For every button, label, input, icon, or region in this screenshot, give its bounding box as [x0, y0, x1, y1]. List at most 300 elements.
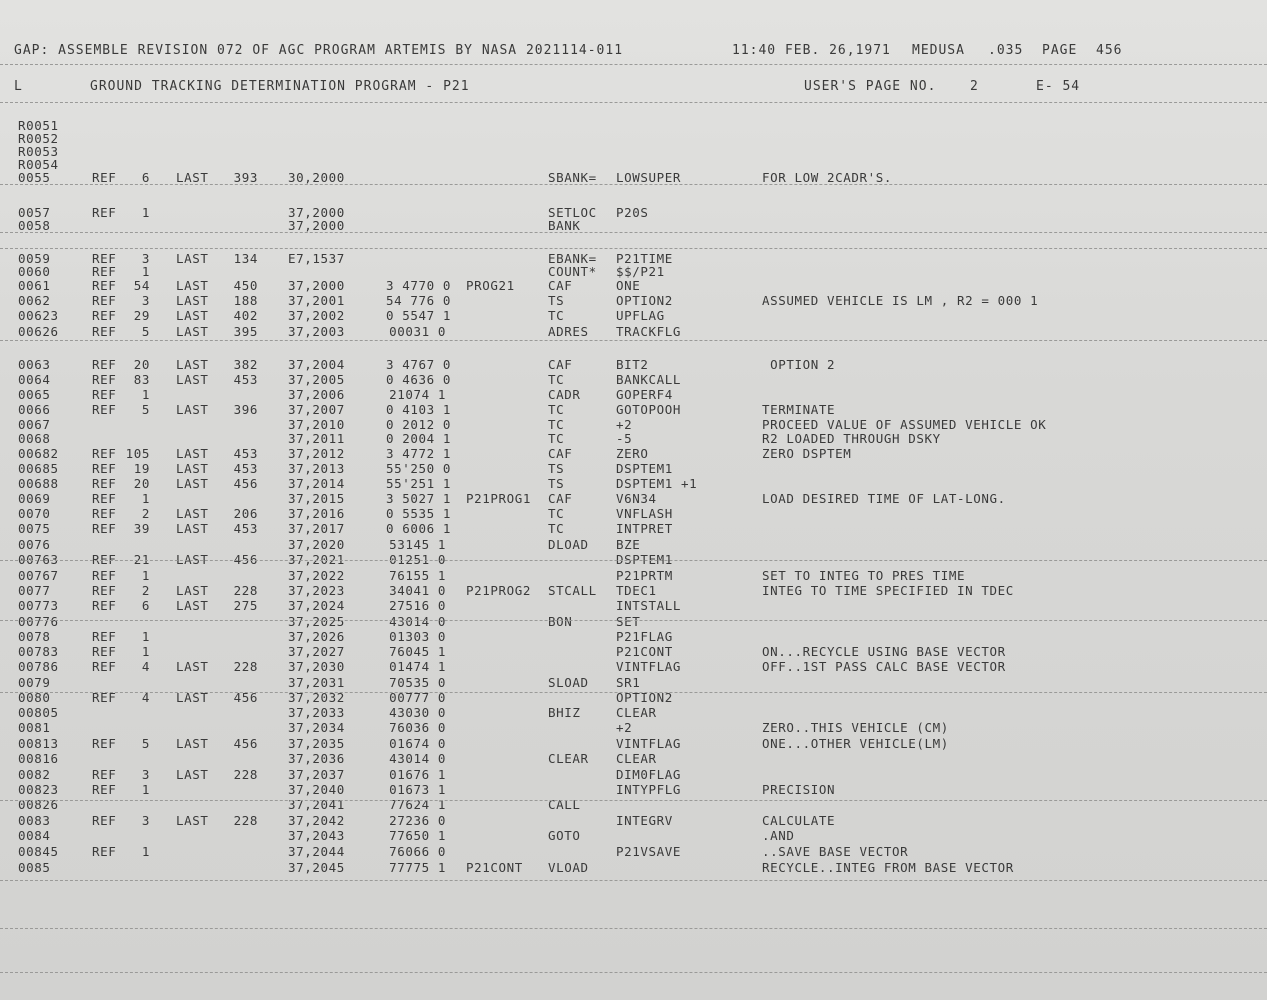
address: 37,2037 — [288, 767, 345, 782]
form-rule — [0, 232, 1267, 233]
listing-row — [0, 676, 1267, 690]
timestamp: 11:40 FEB. 26,1971 — [732, 43, 891, 58]
ref-keyword: REF — [92, 659, 117, 674]
line-seq: 00767 — [18, 568, 59, 583]
operand: +2 — [616, 417, 633, 432]
octal-word: 76155 1 — [389, 568, 446, 583]
listing-row — [0, 462, 1267, 476]
line-seq: 0063 — [18, 357, 51, 372]
ref-keyword: REF — [92, 491, 117, 506]
last-keyword: LAST — [176, 690, 209, 705]
operand: $$/P21 — [616, 264, 665, 279]
listing-row — [0, 432, 1267, 446]
octal-word: 70535 0 — [389, 675, 446, 690]
opcode: TC — [548, 521, 565, 536]
program-title: GROUND TRACKING DETERMINATION PROGRAM - P21 — [90, 79, 470, 94]
operand: CLEAR — [616, 751, 657, 766]
label: P21PROG1 — [466, 491, 532, 506]
user-page-number: 2 — [970, 79, 979, 94]
operand: VNFLASH — [616, 506, 673, 521]
listing-row — [0, 783, 1267, 797]
operand: GOTOPOOH — [616, 402, 682, 417]
listing-row — [0, 132, 1267, 146]
listing-row — [0, 829, 1267, 843]
listing-row — [0, 325, 1267, 339]
listing-row — [0, 507, 1267, 521]
ref-keyword: REF — [92, 813, 117, 828]
listing-row — [0, 388, 1267, 402]
ref-keyword: REF — [92, 782, 117, 797]
line-seq: 0060 — [18, 264, 51, 279]
line-seq: 0057 — [18, 205, 51, 220]
operand: P21VSAVE — [616, 844, 682, 859]
line-seq: 0082 — [18, 767, 51, 782]
last-page: 275 — [233, 598, 258, 613]
ref-keyword: REF — [92, 644, 117, 659]
opcode: CAF — [548, 446, 573, 461]
operand: OPTION2 — [616, 690, 673, 705]
line-seq: 0081 — [18, 720, 51, 735]
last-page: 450 — [233, 278, 258, 293]
operand: VINTFLAG — [616, 736, 682, 751]
address: 37,2043 — [288, 828, 345, 843]
line-seq: 0055 — [18, 170, 51, 185]
operand: P21TIME — [616, 251, 673, 266]
listing-row — [0, 814, 1267, 828]
ref-keyword: REF — [92, 568, 117, 583]
address: 37,2036 — [288, 751, 345, 766]
ref-keyword: REF — [92, 583, 117, 598]
opcode: CALL — [548, 797, 581, 812]
subheader-line — [0, 80, 1267, 94]
octal-word: 76045 1 — [389, 644, 446, 659]
line-seq: 0062 — [18, 293, 51, 308]
listing-row — [0, 615, 1267, 629]
ref-count: 54 — [133, 278, 150, 293]
operand: V6N34 — [616, 491, 657, 506]
operand: INTPRET — [616, 521, 673, 536]
line-seq: R0053 — [18, 144, 59, 159]
ref-count: 21 — [133, 552, 150, 567]
line-seq: 0078 — [18, 629, 51, 644]
opcode: SBANK= — [548, 170, 597, 185]
ref-count: 1 — [141, 782, 150, 797]
operand: OPTION2 — [616, 293, 673, 308]
operand: SET — [616, 614, 641, 629]
opcode: TC — [548, 506, 565, 521]
form-rule — [0, 972, 1267, 973]
last-page: 228 — [233, 767, 258, 782]
form-rule — [0, 560, 1267, 561]
label: P21CONT — [466, 860, 523, 875]
opcode: CLEAR — [548, 751, 589, 766]
comment: PRECISION — [762, 782, 836, 797]
opcode: VLOAD — [548, 860, 589, 875]
octal-word: 43030 0 — [389, 705, 446, 720]
ref-keyword: REF — [92, 357, 117, 372]
listing-row — [0, 279, 1267, 293]
opcode: BON — [548, 614, 573, 629]
ref-keyword: REF — [92, 402, 117, 417]
operand: DIM0FLAG — [616, 767, 682, 782]
operand: TDEC1 — [616, 583, 657, 598]
address: 37,2027 — [288, 644, 345, 659]
last-page: 456 — [233, 690, 258, 705]
line-seq: 0058 — [18, 218, 51, 233]
address: 37,2034 — [288, 720, 345, 735]
ref-count: 6 — [141, 170, 150, 185]
line-seq: 0084 — [18, 828, 51, 843]
octal-word: 01303 0 — [389, 629, 446, 644]
ref-keyword: REF — [92, 205, 117, 220]
form-rule — [0, 928, 1267, 929]
page-number: 456 — [1096, 43, 1123, 58]
octal-word: 0 2004 1 — [386, 431, 452, 446]
ref-count: 4 — [141, 690, 150, 705]
listing-row — [0, 418, 1267, 432]
listing-row — [0, 403, 1267, 417]
line-seq: 0076 — [18, 537, 51, 552]
comment: ASSUMED VEHICLE IS LM , R2 = 000 1 — [762, 293, 1039, 308]
octal-word: 3 5027 1 — [386, 491, 452, 506]
comment: ..SAVE BASE VECTOR — [762, 844, 909, 859]
operand: DSPTEM1 +1 — [616, 476, 698, 491]
octal-word: 0 2012 0 — [386, 417, 452, 432]
address: 37,2023 — [288, 583, 345, 598]
opcode: EBANK= — [548, 251, 597, 266]
line-seq: 00682 — [18, 446, 59, 461]
listing-row — [0, 752, 1267, 766]
operand: UPFLAG — [616, 308, 665, 323]
assembly-title: GAP: ASSEMBLE REVISION 072 OF AGC PROGRAM ARTEMIS BY NASA 2021114-011 — [14, 43, 624, 58]
address: 37,2016 — [288, 506, 345, 521]
line-seq: 00786 — [18, 659, 59, 674]
listing-row — [0, 119, 1267, 133]
ref-count: 2 — [141, 506, 150, 521]
page-code: E- 54 — [1036, 79, 1081, 94]
line-seq: R0051 — [18, 118, 59, 133]
opcode: TC — [548, 372, 565, 387]
line-seq: 0080 — [18, 690, 51, 705]
last-keyword: LAST — [176, 552, 209, 567]
octal-word: 54 776 0 — [386, 293, 452, 308]
comment: ZERO DSPTEM — [762, 446, 852, 461]
line-seq: 00773 — [18, 598, 59, 613]
last-keyword: LAST — [176, 521, 209, 536]
ref-count: 1 — [141, 568, 150, 583]
opcode: TC — [548, 308, 565, 323]
address: 30,2000 — [288, 170, 345, 185]
opcode: TS — [548, 293, 565, 308]
address: 37,2002 — [288, 308, 345, 323]
last-page: 453 — [233, 446, 258, 461]
octal-word: 34041 0 — [389, 583, 446, 598]
line-seq: 0064 — [18, 372, 51, 387]
address: 37,2015 — [288, 491, 345, 506]
ref-keyword: REF — [92, 767, 117, 782]
opcode: DLOAD — [548, 537, 589, 552]
listing-row — [0, 294, 1267, 308]
ref-count: 1 — [141, 264, 150, 279]
header-line — [0, 44, 1267, 58]
octal-word: 21074 1 — [389, 387, 446, 402]
address: 37,2003 — [288, 324, 345, 339]
ref-count: 1 — [141, 491, 150, 506]
opcode: SLOAD — [548, 675, 589, 690]
listing-row — [0, 861, 1267, 875]
address: 37,2030 — [288, 659, 345, 674]
operand: BIT2 — [616, 357, 649, 372]
ref-keyword: REF — [92, 293, 117, 308]
ref-keyword: REF — [92, 324, 117, 339]
address: 37,2044 — [288, 844, 345, 859]
line-seq: 00845 — [18, 844, 59, 859]
address: 37,2010 — [288, 417, 345, 432]
ref-keyword: REF — [92, 506, 117, 521]
ref-count: 20 — [133, 357, 150, 372]
listing-row — [0, 522, 1267, 536]
operand: BANKCALL — [616, 372, 682, 387]
listing-row — [0, 599, 1267, 613]
opcode: TC — [548, 402, 565, 417]
opcode: STCALL — [548, 583, 597, 598]
line-seq: 00685 — [18, 461, 59, 476]
opcode: SETLOC — [548, 205, 597, 220]
ref-count: 2 — [141, 583, 150, 598]
line-seq: 00623 — [18, 308, 59, 323]
form-rule — [0, 620, 1267, 621]
octal-word: 00031 0 — [389, 324, 446, 339]
address: 37,2012 — [288, 446, 345, 461]
opcode: TS — [548, 461, 565, 476]
listing-row — [0, 645, 1267, 659]
operand: DSPTEM1 — [616, 461, 673, 476]
address: 37,2021 — [288, 552, 345, 567]
address: 37,2024 — [288, 598, 345, 613]
opcode: BHIZ — [548, 705, 581, 720]
comment: RECYCLE..INTEG FROM BASE VECTOR — [762, 860, 1014, 875]
ref-keyword: REF — [92, 629, 117, 644]
last-keyword: LAST — [176, 278, 209, 293]
line-seq: 0075 — [18, 521, 51, 536]
opcode: COUNT* — [548, 264, 597, 279]
octal-word: 0 6006 1 — [386, 521, 452, 536]
opcode: BANK — [548, 218, 581, 233]
last-page: 402 — [233, 308, 258, 323]
address: 37,2000 — [288, 205, 345, 220]
octal-word: 00777 0 — [389, 690, 446, 705]
last-page: 393 — [233, 170, 258, 185]
line-seq: 0069 — [18, 491, 51, 506]
last-keyword: LAST — [176, 813, 209, 828]
octal-word: 76066 0 — [389, 844, 446, 859]
octal-word: 43014 0 — [389, 751, 446, 766]
last-keyword: LAST — [176, 170, 209, 185]
listing-row — [0, 373, 1267, 387]
ref-count: 4 — [141, 659, 150, 674]
ref-count: 5 — [141, 324, 150, 339]
ref-keyword: REF — [92, 461, 117, 476]
ref-count: 5 — [141, 736, 150, 751]
last-keyword: LAST — [176, 659, 209, 674]
comment: R2 LOADED THROUGH DSKY — [762, 431, 941, 446]
listing-row — [0, 569, 1267, 583]
line-seq: 0059 — [18, 251, 51, 266]
line-seq: 00826 — [18, 797, 59, 812]
last-keyword: LAST — [176, 308, 209, 323]
address: 37,2031 — [288, 675, 345, 690]
last-page: 228 — [233, 813, 258, 828]
address: 37,2011 — [288, 431, 345, 446]
address: 37,2022 — [288, 568, 345, 583]
last-keyword: LAST — [176, 357, 209, 372]
ref-keyword: REF — [92, 387, 117, 402]
address: 37,2041 — [288, 797, 345, 812]
address: 37,2005 — [288, 372, 345, 387]
address: 37,2007 — [288, 402, 345, 417]
operand: SR1 — [616, 675, 641, 690]
operand: P21PRTM — [616, 568, 673, 583]
listing-row — [0, 768, 1267, 782]
opcode: CAF — [548, 491, 573, 506]
page-label: PAGE — [1042, 43, 1078, 58]
comment: PROCEED VALUE OF ASSUMED VEHICLE OK — [762, 417, 1047, 432]
octal-word: 55'250 0 — [386, 461, 452, 476]
octal-word: 01673 1 — [389, 782, 446, 797]
opcode: GOTO — [548, 828, 581, 843]
last-page: 453 — [233, 372, 258, 387]
octal-word: 55'251 1 — [386, 476, 452, 491]
form-rule — [0, 248, 1267, 249]
comment: SET TO INTEG TO PRES TIME — [762, 568, 966, 583]
address: 37,2017 — [288, 521, 345, 536]
comment: CALCULATE — [762, 813, 836, 828]
line-seq: 00626 — [18, 324, 59, 339]
user-page-label: USER'S PAGE NO. — [804, 79, 937, 94]
ref-count: 3 — [141, 251, 150, 266]
octal-word: 0 5547 1 — [386, 308, 452, 323]
operand: VINTFLAG — [616, 659, 682, 674]
ref-count: 3 — [141, 813, 150, 828]
listing-row — [0, 477, 1267, 491]
listing-row — [0, 706, 1267, 720]
octal-word: 01676 1 — [389, 767, 446, 782]
ref-keyword: REF — [92, 251, 117, 266]
last-keyword: LAST — [176, 598, 209, 613]
line-seq: 0061 — [18, 278, 51, 293]
last-page: 456 — [233, 552, 258, 567]
last-page: 453 — [233, 461, 258, 476]
ref-keyword: REF — [92, 372, 117, 387]
ref-keyword: REF — [92, 736, 117, 751]
last-keyword: LAST — [176, 476, 209, 491]
last-keyword: LAST — [176, 372, 209, 387]
operand: INTEGRV — [616, 813, 673, 828]
operand: P20S — [616, 205, 649, 220]
operand: INTYPFLG — [616, 782, 682, 797]
ref-keyword: REF — [92, 264, 117, 279]
line-seq: 0085 — [18, 860, 51, 875]
comment: .AND — [762, 828, 795, 843]
address: 37,2045 — [288, 860, 345, 875]
listing-row — [0, 691, 1267, 705]
ref-count: 29 — [133, 308, 150, 323]
line-seq: 00783 — [18, 644, 59, 659]
octal-word: 01474 1 — [389, 659, 446, 674]
last-page: 382 — [233, 357, 258, 372]
listing-row — [0, 630, 1267, 644]
form-rule — [0, 184, 1267, 185]
last-page: 395 — [233, 324, 258, 339]
last-keyword: LAST — [176, 506, 209, 521]
line-seq: 0079 — [18, 675, 51, 690]
comment: ZERO..THIS VEHICLE (CM) — [762, 720, 949, 735]
form-rule — [0, 692, 1267, 693]
last-keyword: LAST — [176, 767, 209, 782]
octal-word: 77775 1 — [389, 860, 446, 875]
last-page: 134 — [233, 251, 258, 266]
listing-row — [0, 845, 1267, 859]
comment: OFF..1ST PASS CALC BASE VECTOR — [762, 659, 1006, 674]
address: 37,2020 — [288, 537, 345, 552]
octal-word: 0 4636 0 — [386, 372, 452, 387]
ref-keyword: REF — [92, 476, 117, 491]
listing-row — [0, 538, 1267, 552]
listing-row — [0, 584, 1267, 598]
operand: BZE — [616, 537, 641, 552]
ref-keyword: REF — [92, 690, 117, 705]
line-seq: 00816 — [18, 751, 59, 766]
line-seq: 0065 — [18, 387, 51, 402]
listing-row — [0, 447, 1267, 461]
last-page: 456 — [233, 476, 258, 491]
ref-count: 5 — [141, 402, 150, 417]
line-seq: 00805 — [18, 705, 59, 720]
octal-word: 53145 1 — [389, 537, 446, 552]
address: 37,2040 — [288, 782, 345, 797]
last-keyword: LAST — [176, 583, 209, 598]
address: 37,2014 — [288, 476, 345, 491]
last-keyword: LAST — [176, 293, 209, 308]
listing-row — [0, 145, 1267, 159]
operand: P21FLAG — [616, 629, 673, 644]
octal-word: 3 4770 0 — [386, 278, 452, 293]
comment: LOAD DESIRED TIME OF LAT-LONG. — [762, 491, 1006, 506]
octal-word: 77624 1 — [389, 797, 446, 812]
form-rule — [0, 340, 1267, 341]
ref-count: 1 — [141, 644, 150, 659]
ref-keyword: REF — [92, 521, 117, 536]
form-rule — [0, 102, 1267, 103]
address: 37,2042 — [288, 813, 345, 828]
last-page: 396 — [233, 402, 258, 417]
opcode: ADRES — [548, 324, 589, 339]
address: 37,2013 — [288, 461, 345, 476]
line-seq: 0067 — [18, 417, 51, 432]
ref-count: 1 — [141, 844, 150, 859]
last-keyword: LAST — [176, 461, 209, 476]
operand: +2 — [616, 720, 633, 735]
address: 37,2026 — [288, 629, 345, 644]
opcode: CADR — [548, 387, 581, 402]
opcode: CAF — [548, 278, 573, 293]
ref-count: 39 — [133, 521, 150, 536]
listing-row — [0, 309, 1267, 323]
line-seq: 0083 — [18, 813, 51, 828]
address: 37,2004 — [288, 357, 345, 372]
address: 37,2025 — [288, 614, 345, 629]
last-keyword: LAST — [176, 736, 209, 751]
